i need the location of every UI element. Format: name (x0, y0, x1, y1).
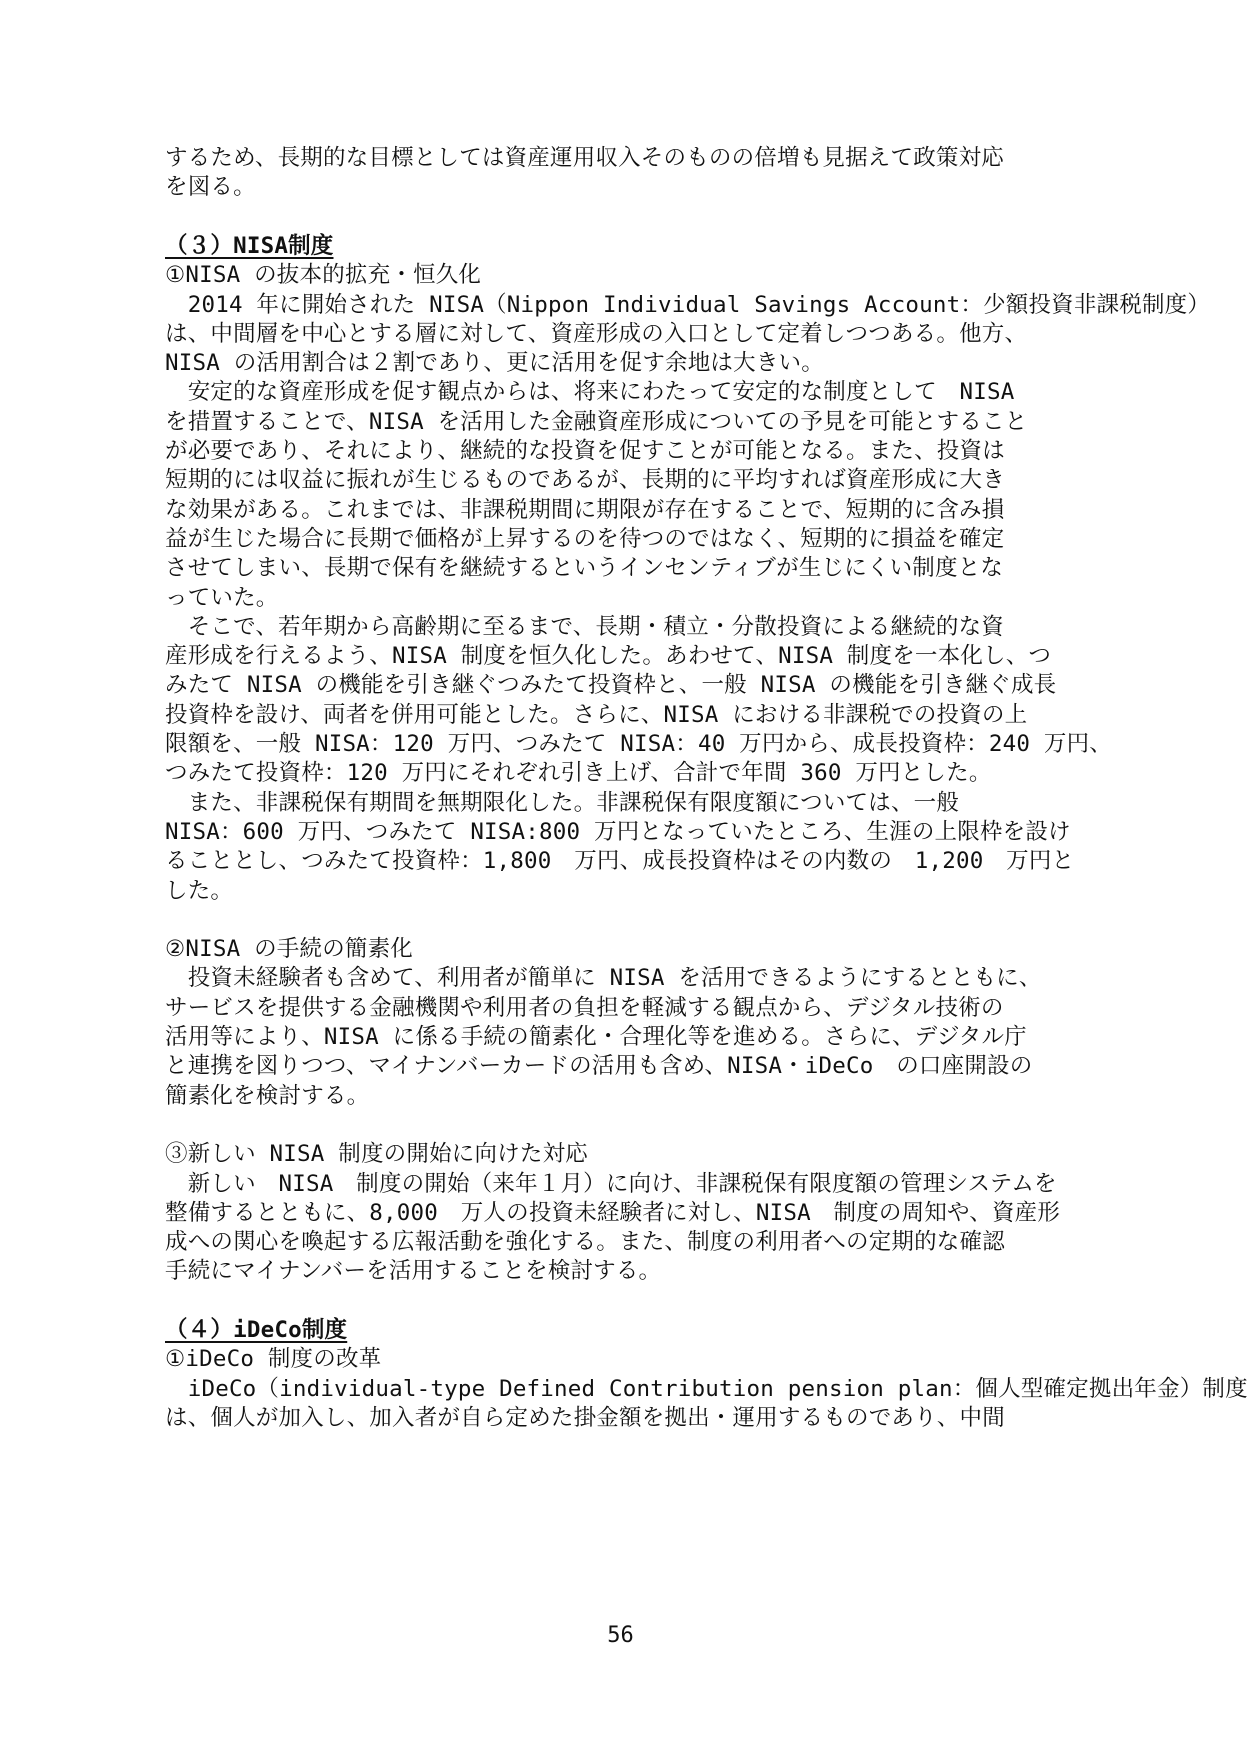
text-line: 2014 年に開始された NISA（Nippon Individual Savings Account：少額投資非課税制度） (165, 291, 1211, 318)
text-line: NISA の活用割合は２割であり、更に活用を促す余地は大きい。 (165, 350, 824, 377)
text-line: 成への関心を喚起する広報活動を強化する。また、制度の利用者への定期的な確認 (165, 1229, 1005, 1256)
text-line: ることとし、つみたて投資枠：1,800 万円、成長投資枠はその内数の 1,200 万円と (165, 848, 1075, 875)
text-line: ①iDeCo 制度の改革 (165, 1346, 382, 1373)
text-line: と連携を図りつつ、マイナンバーカードの活用も含め、NISA・iDeCo の口座開設の (165, 1053, 1033, 1080)
text-line: 新しい NISA 制度の開始（来年１月）に向け、非課税保有限度額の管理システムを (165, 1170, 1057, 1197)
text-line: 投資枠を設け、両者を併用可能とした。さらに、NISA における非課税での投資の上 (165, 701, 1028, 728)
text-line: そこで、若年期から高齢期に至るまで、長期・積立・分散投資による継続的な資 (165, 613, 1005, 640)
text-line: NISA：600 万円、つみたて NISA:800 万円となっていたところ、生涯の上限枠を設け (165, 818, 1071, 845)
text-line: 投資未経験者も含めて、利用者が簡単に NISA を活用できるようにするとともに、 (165, 965, 1042, 992)
text-line: また、非課税保有期間を無期限化した。非課税保有限度額については、一般 (165, 789, 960, 816)
text-line: ③新しい NISA 制度の開始に向けた対応 (165, 1141, 588, 1168)
text-line: が必要であり、それにより、継続的な投資を促すことが可能となる。また、投資は (165, 438, 1005, 464)
text-line: 短期的には収益に振れが生じるものであるが、長期的に平均すれば資産形成に大き (165, 467, 1005, 494)
text-line: サービスを提供する金融機関や利用者の負担を軽減する観点から、デジタル技術の (165, 994, 1004, 1021)
text-line: ②NISA の手続の簡素化 (165, 936, 414, 963)
text-line: つみたて投資枠：120 万円にそれぞれ引き上げ、合計で年間 360 万円とした。 (165, 760, 992, 787)
text-line: iDeCo（individual-type Defined Contribution pension plan：個人型確定拠出年金）制度 (165, 1375, 1248, 1402)
text-line: は、中間層を中心とする層に対して、資産形成の入口として定着しつつある。他方、 (165, 320, 1028, 347)
section-heading: （４）iDeCo制度 (165, 1317, 348, 1343)
text-line: するため、長期的な目標としては資産運用収入そのものの倍増も見据えて政策対応 (165, 145, 1005, 171)
text-line: っていた。 (165, 584, 279, 611)
text-line: させてしまい、長期で保有を継続するというインセンティブが生じにくい制度とな (165, 555, 1004, 582)
text-line: した。 (165, 877, 234, 904)
text-line: 簡素化を検討する。 (165, 1082, 370, 1109)
text-line: ①NISA の抜本的拡充・恒久化 (165, 262, 482, 289)
page-number: 56 (607, 1623, 634, 1648)
text-line: 産形成を行えるよう、NISA 制度を恒久化した。あわせて、NISA 制度を一本化し、つ (165, 643, 1052, 670)
text-line: 活用等により、NISA に係る手続の簡素化・合理化等を進める。さらに、デジタル庁 (165, 1024, 1027, 1050)
text-line: 手続にマイナンバーを活用することを検討する。 (165, 1258, 662, 1285)
text-line: 益が生じた場合に長期で価格が上昇するのを待つのではなく、短期的に損益を確定 (165, 525, 1005, 552)
text-line: みたて NISA の機能を引き継ぐつみたて投資枠と、一般 NISA の機能を引き継ぐ成長 (165, 672, 1057, 699)
text-line: 整備するとともに、8,000 万人の投資未経験者に対し、NISA 制度の周知や、資産形 (165, 1199, 1061, 1226)
text-line: は、個人が加入し、加入者が自ら定めた掛金額を拠出・運用するものであり、中間 (165, 1404, 1005, 1431)
text-line: を措置することで、NISA を活用した金融資産形成についての予見を可能とすること (165, 408, 1028, 435)
text-line: を図る。 (165, 174, 256, 201)
text-line: 限額を、一般 NISA：120 万円、つみたて NISA：40 万円から、成長投資枠：240 万円、 (165, 731, 1112, 757)
text-line: 安定的な資産形成を促す観点からは、将来にわたって安定的な制度として NISA (165, 379, 1015, 406)
text-line: な効果がある。これまでは、非課税期間に期限が存在することで、短期的に含み損 (165, 496, 1005, 523)
section-heading: （３）NISA制度 (165, 232, 334, 259)
